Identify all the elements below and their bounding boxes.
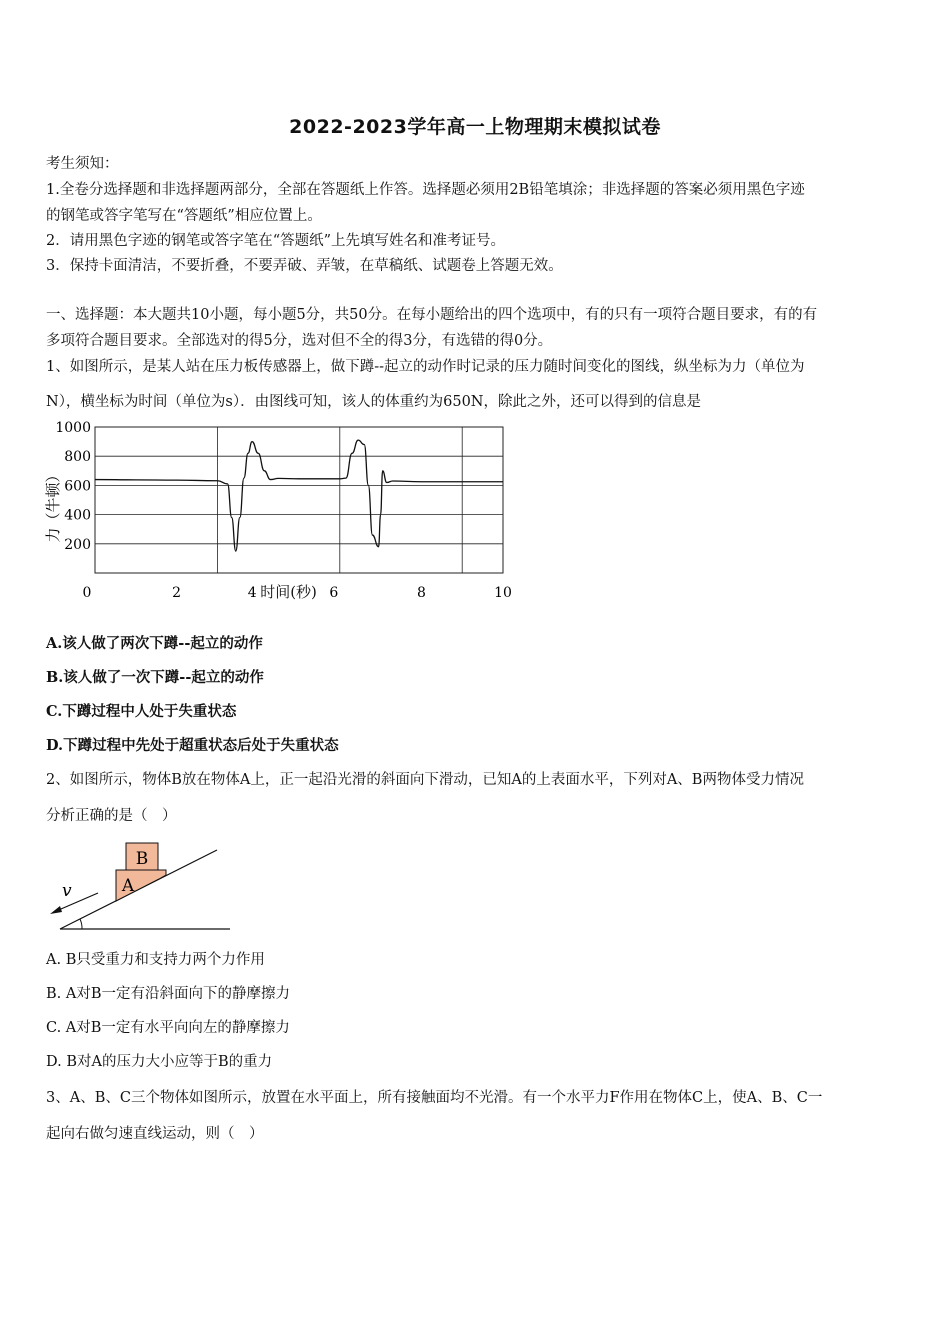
notice-item: 1.全卷分选择题和非选择题两部分，全部在答题纸上作答。选择题必须用2B铅笔填涂；非选择题的答案必须用黑色字迹 xyxy=(46,182,805,198)
chart-y-tick-label: 800 xyxy=(64,449,91,466)
question-3-stem: 3、A、B、C三个物体如图所示，放置在水平面上，所有接触面均不光滑。有一个水平力F作用在物体C上，使A、B、C一 xyxy=(46,1090,823,1106)
q1-option-c[interactable]: C.下蹲过程中人处于失重状态 xyxy=(46,703,237,720)
velocity-arrow-head xyxy=(50,906,62,914)
q2-option-c[interactable]: C. A对B一定有水平向向左的静摩擦力 xyxy=(46,1020,290,1036)
page-title: 2022-2023学年高一上物理期末模拟试卷 xyxy=(289,116,661,138)
q2-option-d[interactable]: D. B对A的压力大小应等于B的重力 xyxy=(46,1054,273,1070)
chart-x-tick-label: 0 xyxy=(82,585,92,601)
chart-x-tick-label: 8 xyxy=(416,585,426,601)
question-1-stem: N），横坐标为时间（单位为s）．由图线可知，该人的体重约为650N，除此之外，还可以得到的信息是 xyxy=(46,394,701,410)
chart-y-tick-label: 400 xyxy=(64,507,91,524)
chart-x-tick-label: 4 xyxy=(247,585,257,601)
angle-arc xyxy=(80,919,82,929)
chart-x-tick-label: 10 xyxy=(494,585,512,601)
q2-option-a[interactable]: A. B只受重力和支持力两个力作用 xyxy=(46,952,265,968)
block-a-label: A xyxy=(121,876,135,896)
chart-grid xyxy=(95,427,503,573)
q1-option-b[interactable]: B.该人做了一次下蹲--起立的动作 xyxy=(46,669,264,686)
chart-y-tick-label: 600 xyxy=(64,478,91,495)
question-3-stem: 起向右做匀速直线运动，则（ ） xyxy=(46,1126,264,1142)
question-2-stem: 2、如图所示，物体B放在物体A上，正一起沿光滑的斜面向下滑动，已知A的上表面水平，下列对A、B两物体受力情况 xyxy=(46,772,804,788)
chart-y-tick-label: 1000 xyxy=(55,420,91,436)
force-time-chart xyxy=(40,415,520,610)
section-intro: 一、选择题：本大题共10小题，每小题5分，共50分。在每小题给出的四个选项中，有的只有一项符合题目要求，有的有 xyxy=(46,307,818,323)
notice-item: 的钢笔或答字笔写在“答题纸”相应位置上。 xyxy=(46,208,322,224)
notice-heading: 考生须知： xyxy=(46,156,119,172)
chart-y-tick-label: 200 xyxy=(64,536,91,553)
section-intro: 多项符合题目要求。全部选对的得5分，选对但不全的得3分，有选错的得0分。 xyxy=(46,333,553,349)
notice-item: 2．请用黑色字迹的钢笔或答字笔在“答题纸”上先填写姓名和准考证号。 xyxy=(46,233,506,249)
q1-option-a[interactable]: A.该人做了两次下蹲--起立的动作 xyxy=(46,635,263,652)
incline-figure xyxy=(40,838,240,938)
q1-option-d[interactable]: D.下蹲过程中先处于超重状态后处于失重状态 xyxy=(46,737,339,754)
velocity-label: v xyxy=(62,881,72,901)
block-b-label: B xyxy=(135,849,149,869)
chart-x-tick-label: 2 xyxy=(172,585,182,601)
chart-frame xyxy=(95,427,503,573)
question-1-stem: 1、如图所示，是某人站在压力板传感器上，做下蹲--起立的动作时记录的压力随时间变化的图线，纵坐标为力（单位为 xyxy=(46,359,805,375)
chart-x-axis-label: 时间(秒) xyxy=(260,583,317,601)
q2-option-b[interactable]: B. A对B一定有沿斜面向下的静摩擦力 xyxy=(46,986,290,1002)
force-series-line xyxy=(95,440,503,551)
question-2-stem: 分析正确的是（ ） xyxy=(46,808,177,824)
notice-item: 3．保持卡面清洁，不要折叠，不要弄破、弄皱，在草稿纸、试题卷上答题无效。 xyxy=(46,258,563,274)
chart-y-axis-label: 力（牛顿） xyxy=(44,467,62,543)
chart-x-tick-label: 6 xyxy=(329,585,339,601)
